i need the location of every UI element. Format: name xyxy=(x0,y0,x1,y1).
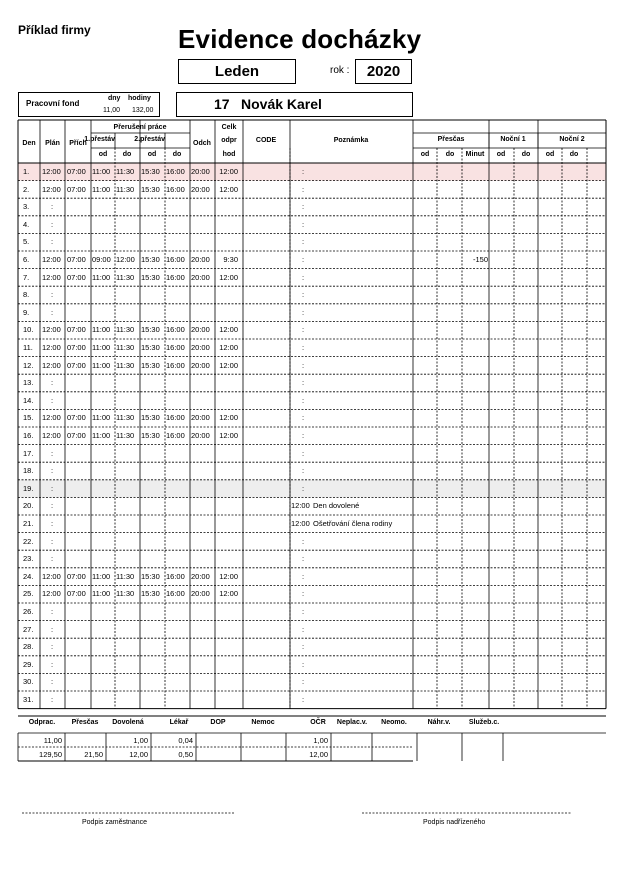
row-day: 26. xyxy=(23,607,34,616)
header-break-do: do xyxy=(172,151,182,158)
row-note-time: : xyxy=(301,167,305,176)
header-nocni1: Noční 1 xyxy=(500,136,526,143)
row-day: 15. xyxy=(23,413,34,423)
header-prescas-do: do xyxy=(445,151,455,158)
row-odch: 20:00 xyxy=(191,343,210,352)
row-plan: : xyxy=(50,395,54,405)
row-plan: 12:00 xyxy=(42,255,61,264)
row-prich: 07:00 xyxy=(67,360,86,370)
row-prich: 07:00 xyxy=(67,167,86,176)
summary-value: 12,00 xyxy=(129,750,148,759)
row-break2-to: 16:00 xyxy=(166,272,185,282)
row-plan: : xyxy=(50,642,54,652)
row-prich: 07:00 xyxy=(67,589,86,599)
row-break1-to: 11:30 xyxy=(116,589,135,599)
header-celk: Celk xyxy=(221,124,237,131)
header-hod: hod xyxy=(222,151,236,158)
row-odch: 20:00 xyxy=(191,413,210,423)
row-total: 12:00 xyxy=(219,589,238,599)
summary-value: 1,00 xyxy=(133,736,148,745)
header-minut: Minut xyxy=(465,151,485,158)
row-day: 9. xyxy=(23,307,30,317)
header-preruseni: Přerušení práce xyxy=(113,124,167,131)
row-note-time: : xyxy=(301,642,305,652)
row-break1-to: 11:30 xyxy=(116,571,135,581)
row-break1-to: 11:30 xyxy=(116,167,135,176)
year-label: rok : xyxy=(330,65,350,76)
employee-name: Novák Karel xyxy=(241,96,322,112)
row-break2-to: 16:00 xyxy=(166,413,185,423)
row-total: 12:00 xyxy=(219,167,238,176)
row-note-time: : xyxy=(301,554,305,564)
row-note-time: : xyxy=(301,607,305,616)
summary-header: Lékař xyxy=(169,719,189,726)
row-day: 28. xyxy=(23,642,34,652)
row-break2-from: 15:30 xyxy=(141,325,160,335)
row-prich: 07:00 xyxy=(67,571,86,581)
row-note-time: : xyxy=(301,659,305,669)
row-plan: 12:00 xyxy=(42,325,61,335)
row-note-time: : xyxy=(301,202,305,212)
row-plan: : xyxy=(50,290,54,300)
row-break2-from: 15:30 xyxy=(141,571,160,581)
row-break2-from: 15:30 xyxy=(141,184,160,194)
row-break1-from: 11:00 xyxy=(92,413,111,423)
row-note-time: : xyxy=(301,448,305,458)
row-break1-to: 11:30 xyxy=(116,184,135,194)
row-break2-from: 15:30 xyxy=(141,167,160,176)
summary-value: 1,00 xyxy=(313,736,328,745)
row-total: 12:00 xyxy=(219,343,238,352)
summary-header: OČR xyxy=(310,719,326,726)
row-day: 12. xyxy=(23,360,34,370)
row-plan: : xyxy=(50,237,54,247)
row-break1-from: 11:00 xyxy=(92,589,111,599)
summary-value: 21,50 xyxy=(84,750,103,759)
row-note-time: : xyxy=(301,290,305,300)
row-note-time: : xyxy=(301,219,305,229)
row-break2-to: 16:00 xyxy=(166,184,185,194)
row-prich: 07:00 xyxy=(67,272,86,282)
row-plan: : xyxy=(50,677,54,687)
summary-value: 0,50 xyxy=(178,750,193,759)
row-note-time: : xyxy=(301,624,305,634)
row-break2-from: 15:30 xyxy=(141,272,160,282)
row-break2-from: 15:30 xyxy=(141,255,160,264)
row-odch: 20:00 xyxy=(191,167,210,176)
row-plan: : xyxy=(50,219,54,229)
row-plan: : xyxy=(50,501,54,511)
row-note-time: : xyxy=(301,395,305,405)
row-note-time: : xyxy=(301,255,305,264)
header-prestav1: 1.přestáv xyxy=(84,136,115,143)
row-minut: -150 xyxy=(472,255,488,264)
row-odch: 20:00 xyxy=(191,360,210,370)
row-plan: : xyxy=(50,448,54,458)
row-day: 27. xyxy=(23,624,34,634)
row-day: 25. xyxy=(23,589,34,599)
header-break-do: do xyxy=(122,151,132,158)
row-prich: 07:00 xyxy=(67,184,86,194)
row-total: 12:00 xyxy=(219,571,238,581)
row-break1-from: 09:00 xyxy=(92,255,111,264)
row-prich: 07:00 xyxy=(67,343,86,352)
row-break1-to: 11:30 xyxy=(116,413,135,423)
summary-value: 11,00 xyxy=(43,736,62,745)
row-plan: : xyxy=(50,695,54,704)
row-break1-from: 11:00 xyxy=(92,272,111,282)
row-total: 12:00 xyxy=(219,360,238,370)
row-plan: 12:00 xyxy=(42,589,61,599)
row-break2-to: 16:00 xyxy=(166,255,185,264)
row-note-time: : xyxy=(301,695,305,704)
header-nocni2-do: do xyxy=(569,151,579,158)
employee-signature-label: Podpis zaměstnance xyxy=(82,819,147,826)
work-fund-hours-header: hodiny xyxy=(128,95,151,102)
row-day: 3. xyxy=(23,202,30,212)
row-day: 24. xyxy=(23,571,34,581)
header-break-od: od xyxy=(98,151,108,158)
row-day: 21. xyxy=(23,519,34,528)
row-break1-from: 11:00 xyxy=(92,431,111,440)
header-nocni2-od: od xyxy=(545,151,555,158)
work-fund-days: 11,00 xyxy=(103,107,120,114)
header-code: CODE xyxy=(255,137,277,144)
row-break2-to: 16:00 xyxy=(166,167,185,176)
row-day: 17. xyxy=(23,448,34,458)
shaded-row xyxy=(18,480,606,498)
row-note-time: 12:00 xyxy=(291,519,310,528)
row-note-time: : xyxy=(301,589,305,599)
row-break2-to: 16:00 xyxy=(166,571,185,581)
summary-header: Služeb.c. xyxy=(468,719,500,726)
row-break2-from: 15:30 xyxy=(141,413,160,423)
row-plan: : xyxy=(50,536,54,546)
header-prestav2: 2.přestáv xyxy=(134,136,165,143)
summary-header: Neomo. xyxy=(381,719,407,726)
year-field: 2020 xyxy=(355,59,412,84)
employee-number: 17 xyxy=(214,96,230,112)
work-fund-hours: 132,00 xyxy=(132,107,154,114)
row-break1-to: 11:30 xyxy=(116,431,135,440)
row-plan: : xyxy=(50,483,54,493)
row-note-time: 12:00 xyxy=(291,501,310,511)
row-break2-to: 16:00 xyxy=(166,589,185,599)
row-plan: 12:00 xyxy=(42,184,61,194)
row-break1-from: 11:00 xyxy=(92,343,111,352)
row-break1-from: 11:00 xyxy=(92,325,111,335)
summary-value: 12,00 xyxy=(309,750,328,759)
row-plan: : xyxy=(50,202,54,212)
row-break2-from: 15:30 xyxy=(141,360,160,370)
row-prich: 07:00 xyxy=(67,255,86,264)
row-day: 13. xyxy=(23,378,34,388)
row-break2-to: 16:00 xyxy=(166,431,185,440)
row-break1-from: 11:00 xyxy=(92,360,111,370)
row-day: 14. xyxy=(23,395,34,405)
row-odch: 20:00 xyxy=(191,589,210,599)
row-break2-to: 16:00 xyxy=(166,360,185,370)
header-den: Den xyxy=(22,140,36,147)
row-plan: 12:00 xyxy=(42,360,61,370)
row-day: 31. xyxy=(23,695,34,704)
row-odch: 20:00 xyxy=(191,325,210,335)
row-break1-to: 11:30 xyxy=(116,360,135,370)
summary-header: Odprac. xyxy=(28,719,56,726)
row-total: 12:00 xyxy=(219,184,238,194)
row-day: 29. xyxy=(23,659,34,669)
row-plan: 12:00 xyxy=(42,343,61,352)
summary-header: Přesčas xyxy=(71,719,99,726)
row-note: Den dovolené xyxy=(313,501,360,511)
row-note-time: : xyxy=(301,360,305,370)
row-prich: 07:00 xyxy=(67,413,86,423)
summary-header: Náhr.v. xyxy=(427,719,451,726)
row-day: 1. xyxy=(23,167,30,176)
row-odch: 20:00 xyxy=(191,431,210,440)
row-odch: 20:00 xyxy=(191,255,210,264)
summary-header: Nemoc xyxy=(251,719,275,726)
row-plan: : xyxy=(50,307,54,317)
row-plan: : xyxy=(50,659,54,669)
row-day: 22. xyxy=(23,536,34,546)
row-prich: 07:00 xyxy=(67,431,86,440)
row-day: 18. xyxy=(23,466,34,476)
summary-header: DOP xyxy=(210,719,226,726)
row-day: 23. xyxy=(23,554,34,564)
month-field: Leden xyxy=(178,59,296,84)
row-plan: : xyxy=(50,519,54,528)
row-break1-to: 11:30 xyxy=(116,272,135,282)
row-day: 4. xyxy=(23,219,30,229)
row-note-time: : xyxy=(301,466,305,476)
row-day: 8. xyxy=(23,290,30,300)
summary-value: 0,04 xyxy=(178,736,193,745)
row-total: 12:00 xyxy=(219,413,238,423)
row-plan: 12:00 xyxy=(42,413,61,423)
row-day: 20. xyxy=(23,501,34,511)
row-note-time: : xyxy=(301,184,305,194)
row-break2-from: 15:30 xyxy=(141,431,160,440)
header-prescas-od: od xyxy=(420,151,430,158)
header-nocni1-do: do xyxy=(521,151,531,158)
row-total: 12:00 xyxy=(219,431,238,440)
row-break1-from: 11:00 xyxy=(92,184,111,194)
row-note-time: : xyxy=(301,325,305,335)
row-day: 10. xyxy=(23,325,34,335)
row-note-time: : xyxy=(301,483,305,493)
page-title: Evidence docházky xyxy=(178,24,422,54)
row-note-time: : xyxy=(301,307,305,317)
row-note-time: : xyxy=(301,677,305,687)
row-note-time: : xyxy=(301,536,305,546)
row-day: 5. xyxy=(23,237,30,247)
row-break1-from: 11:00 xyxy=(92,571,111,581)
row-break1-to: 11:30 xyxy=(116,343,135,352)
row-plan: : xyxy=(50,624,54,634)
row-note-time: : xyxy=(301,413,305,423)
row-break2-to: 16:00 xyxy=(166,325,185,335)
header-prich: Přích xyxy=(69,140,87,147)
header-plan: Plán xyxy=(45,140,60,147)
row-plan: 12:00 xyxy=(42,167,61,176)
row-note-time: : xyxy=(301,431,305,440)
row-plan: 12:00 xyxy=(42,431,61,440)
header-nocni2: Noční 2 xyxy=(559,136,585,143)
header-prescas: Přesčas xyxy=(437,136,465,143)
row-day: 30. xyxy=(23,677,34,687)
header-break-od: od xyxy=(147,151,157,158)
row-plan: : xyxy=(50,466,54,476)
row-total: 12:00 xyxy=(219,325,238,335)
row-total: 12:00 xyxy=(219,272,238,282)
row-day: 2. xyxy=(23,184,30,194)
summary-header: Neplac.v. xyxy=(336,719,368,726)
company-name: Příklad firmy xyxy=(18,23,91,37)
row-note: Ošetřování člena rodiny xyxy=(313,519,393,528)
work-fund-days-header: dny xyxy=(108,95,121,102)
supervisor-signature-label: Podpis nadřízeného xyxy=(423,819,486,826)
work-fund-label: Pracovní fond xyxy=(26,99,80,108)
header-odch: Odch xyxy=(193,140,211,147)
row-day: 16. xyxy=(23,431,34,440)
header-poznamka: Poznámka xyxy=(333,137,369,144)
row-odch: 20:00 xyxy=(191,272,210,282)
row-break2-from: 15:30 xyxy=(141,589,160,599)
row-break1-to: 12:00 xyxy=(116,255,135,264)
row-plan: : xyxy=(50,607,54,616)
row-break2-from: 15:30 xyxy=(141,343,160,352)
summary-header: Dovolená xyxy=(112,719,144,726)
row-note-time: : xyxy=(301,237,305,247)
row-plan: 12:00 xyxy=(42,571,61,581)
header-odpr: odpr xyxy=(221,137,237,144)
row-prich: 07:00 xyxy=(67,325,86,335)
row-break2-to: 16:00 xyxy=(166,343,185,352)
row-note-time: : xyxy=(301,343,305,352)
summary-value: 129,50 xyxy=(39,750,62,759)
row-note-time: : xyxy=(301,378,305,388)
row-odch: 20:00 xyxy=(191,571,210,581)
row-break1-from: 11:00 xyxy=(92,167,111,176)
row-odch: 20:00 xyxy=(191,184,210,194)
header-nocni1-od: od xyxy=(496,151,506,158)
row-day: 11. xyxy=(23,343,33,352)
row-total: 9:30 xyxy=(223,255,238,264)
row-break1-to: 11:30 xyxy=(116,325,135,335)
row-note-time: : xyxy=(301,571,305,581)
row-day: 7. xyxy=(23,272,30,282)
row-day: 19. xyxy=(23,483,34,493)
row-note-time: : xyxy=(301,272,305,282)
row-day: 6. xyxy=(23,255,30,264)
row-plan: : xyxy=(50,378,54,388)
row-plan: 12:00 xyxy=(42,272,61,282)
row-plan: : xyxy=(50,554,54,564)
